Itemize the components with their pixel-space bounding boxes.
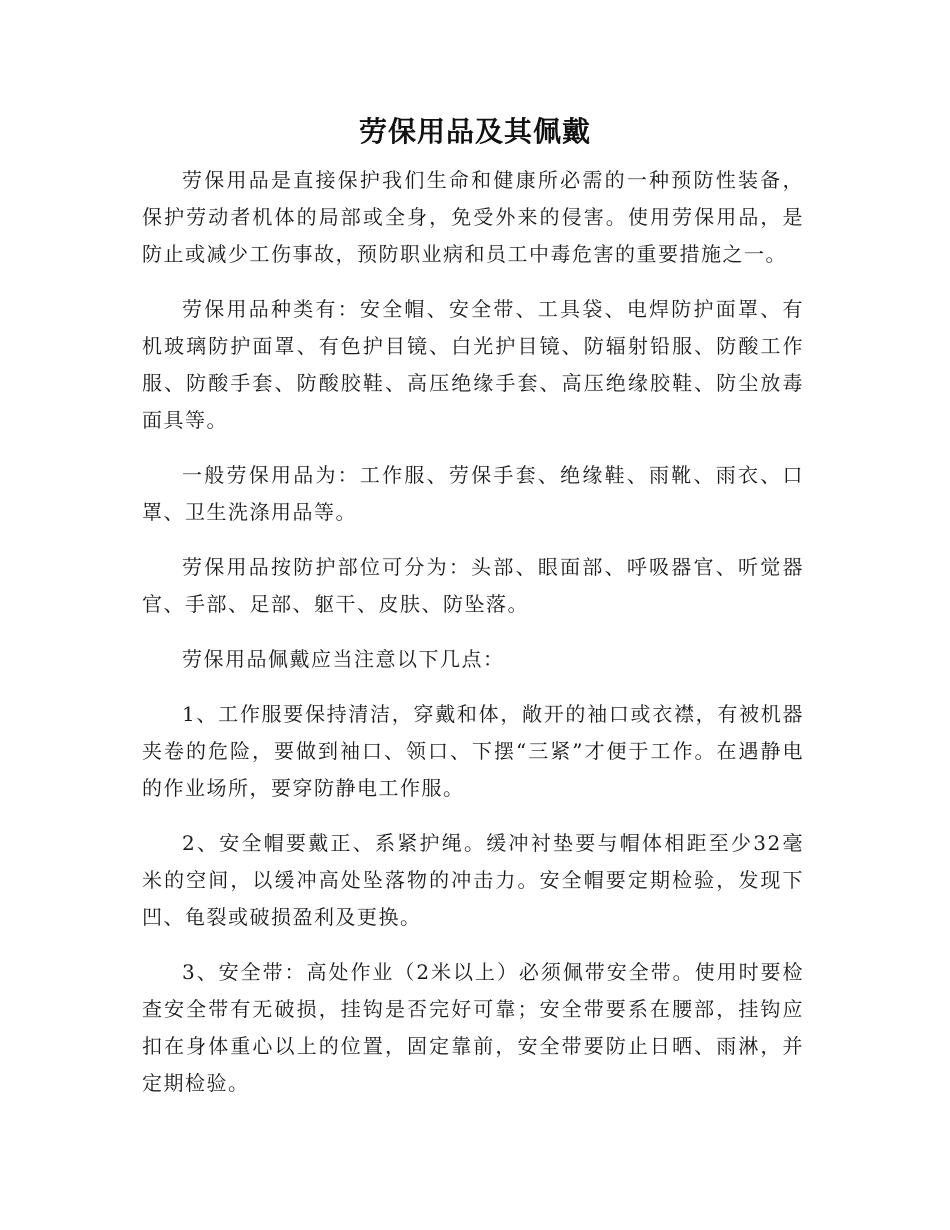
paragraph-note-1: 1、工作服要保持清洁，穿戴和体，敞开的袖口或衣襟，有被机器夹卷的危险，要做到袖口、领口、下摆“三紧”才便于工作。在遇静电的作业场所，要穿防静电工作服。	[142, 702, 804, 800]
paragraph-note-2: 2、安全帽要戴正、系紧护绳。缓冲衬垫要与帽体相距至少32毫米的空间，以缓冲高处坠落物的冲击力。安全帽要定期检验，发现下凹、龟裂或破损盈利及更换。	[142, 831, 804, 929]
paragraph-intro: 劳保用品是直接保护我们生命和健康所必需的一种预防性装备，保护劳动者机体的局部或全身，免受外来的侵害。使用劳保用品，是防止或减少工伤事故，预防职业病和员工中毒危害的重要措施之一。	[142, 168, 804, 266]
paragraph-note-3: 3、安全带：高处作业（2米以上）必须佩带安全带。使用时要检查安全带有无破损，挂钩是否完好可靠；安全带要系在腰部，挂钩应扣在身体重心以上的位置，固定靠前，安全带要防止日晒、雨淋，并定期检验。	[142, 960, 804, 1095]
document-body	[142, 162, 804, 1120]
paragraph-types: 劳保用品种类有：安全帽、安全带、工具袋、电焊防护面罩、有机玻璃防护面罩、有色护目镜、白光护目镜、防辐射铅服、防酸工作服、防酸手套、防酸胶鞋、高压绝缘手套、高压绝缘胶鞋、防尘放毒面具等。	[142, 297, 804, 432]
paragraph-general-items: 一般劳保用品为：工作服、劳保手套、绝缘鞋、雨靴、雨衣、口罩、卫生洗涤用品等。	[142, 463, 804, 524]
page-title: 劳保用品及其佩戴	[358, 115, 591, 148]
paragraph-notes-heading: 劳保用品佩戴应当注意以下几点：	[182, 647, 505, 671]
paragraph-body-parts: 劳保用品按防护部位可分为：头部、眼面部、呼吸器官、听觉器官、手部、足部、躯干、皮肤、防坠落。	[142, 555, 804, 616]
